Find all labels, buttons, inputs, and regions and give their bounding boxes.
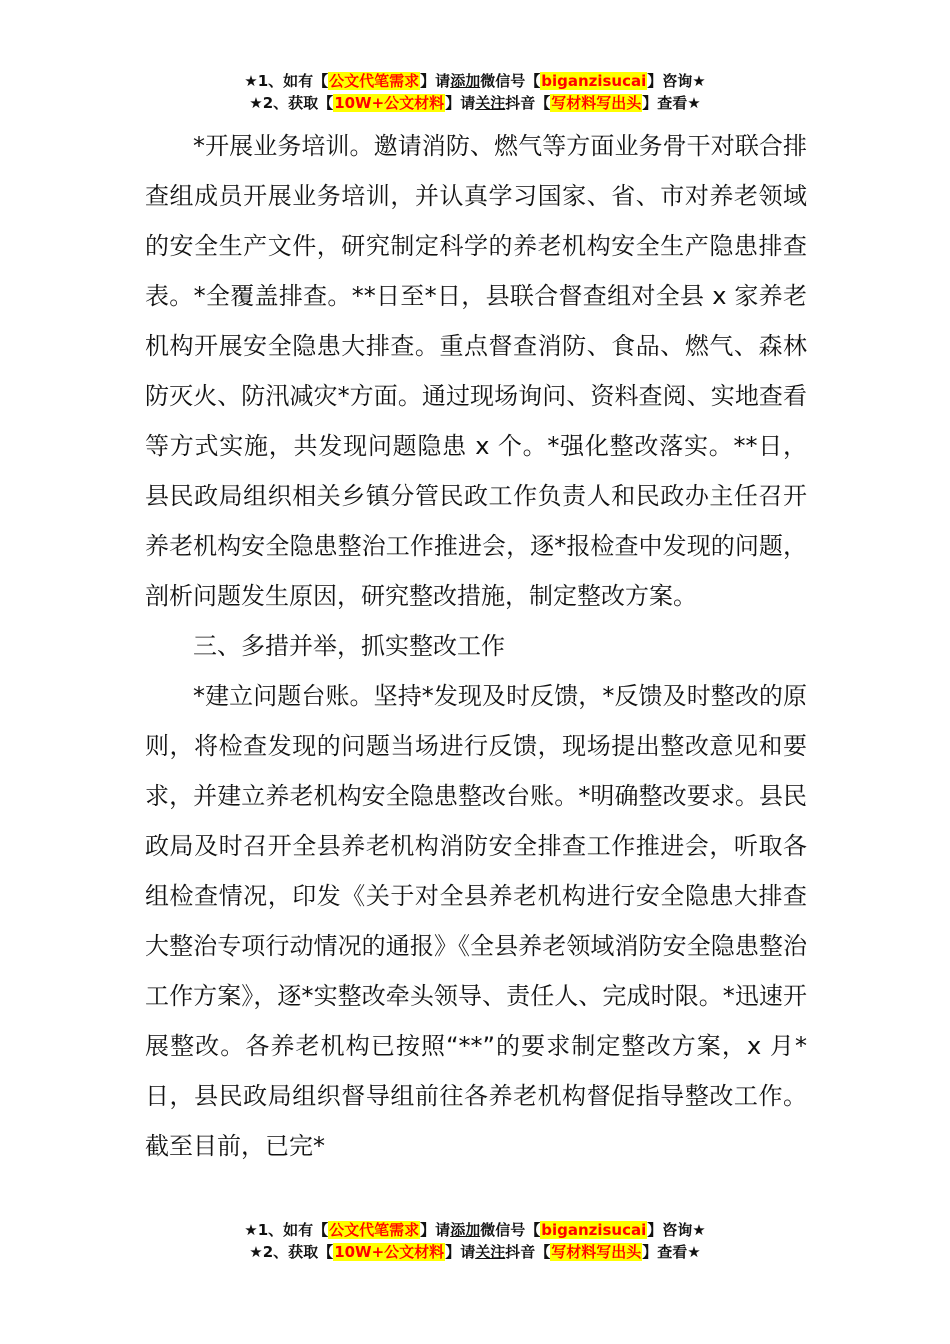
underlined-text: 添加: [450, 72, 481, 90]
highlight-wechat-id: biganzisucai: [541, 72, 647, 90]
highlight-service: 公文代笔需求: [329, 72, 420, 90]
highlight-wechat-id: biganzisucai: [541, 1221, 647, 1239]
section-heading: 三、多措并举，抓实整改工作: [193, 632, 505, 660]
highlight-douyin-account: 写材料写出头: [551, 1243, 642, 1261]
banner-text: 抖音【: [505, 94, 551, 112]
underlined-text: 关注: [475, 1243, 506, 1261]
banner-text: 】查看★: [642, 94, 701, 112]
banner-text: ★2、获取【: [249, 94, 334, 112]
highlight-materials: 10W+公文材料: [334, 94, 445, 112]
banner-text: 微信号【: [480, 1221, 541, 1239]
highlight-materials: 10W+公文材料: [334, 1243, 445, 1261]
highlight-douyin-account: 写材料写出头: [551, 94, 642, 112]
body-paragraph: *开展业务培训。邀请消防、燃气等方面业务骨干对联合排查组成员开展业务培训，并认真学习国家、省、市对养老领域的安全生产文件，研究制定科学的养老机构安全生产隐患排查表。*全覆盖排查。**日至*日，县联合督查组对全县 x 家养老机构开展安全隐患大排查。重点督查消防、食品、燃气、森林防灭火、防汛减灾*方面。通过现场询问、资料查阅、实地查看等方式实施，共发现问题隐患 x 个。*强化整改落实。**日，县民政局组织相关乡镇分管民政工作负责人和民政办主任召开养老机构安全隐患整治工作推进会，逐*报检查中发现的问题，剖析问题发生原因，研究整改措施，制定整改方案。: [145, 132, 807, 610]
highlight-service: 公文代笔需求: [329, 1221, 420, 1239]
banner-text: 】咨询★: [647, 72, 706, 90]
banner-line-1: [0, 70, 950, 92]
banner-text: 微信号【: [480, 72, 541, 90]
banner-text: ★2、获取【: [249, 1243, 334, 1261]
banner-text: 】请: [445, 1243, 476, 1261]
banner-text: ★1、如有【: [244, 72, 329, 90]
banner-line-2: [0, 92, 950, 114]
banner-text: 】请: [420, 72, 451, 90]
banner-text: 】请: [445, 94, 476, 112]
banner-line-1: [0, 1219, 950, 1241]
banner-line-2: [0, 1241, 950, 1263]
footer-banner: [0, 1219, 950, 1263]
banner-text: 】查看★: [642, 1243, 701, 1261]
banner-text: ★1、如有【: [244, 1221, 329, 1239]
underlined-text: 添加: [450, 1221, 481, 1239]
banner-text: 抖音【: [505, 1243, 551, 1261]
document-body: [145, 121, 807, 1171]
header-banner: [0, 70, 950, 114]
underlined-text: 关注: [475, 94, 506, 112]
banner-text: 】咨询★: [647, 1221, 706, 1239]
banner-text: 】请: [420, 1221, 451, 1239]
body-paragraph: *建立问题台账。坚持*发现及时反馈，*反馈及时整改的原则，将检查发现的问题当场进行反馈，现场提出整改意见和要求，并建立养老机构安全隐患整改台账。*明确整改要求。县民政局及时召开全县养老机构消防安全排查工作推进会，听取各组检查情况，印发《关于对全县养老机构进行安全隐患大排查大整治专项行动情况的通报》《全县养老领域消防安全隐患整治工作方案》，逐*实整改牵头领导、责任人、完成时限。*迅速开展整改。各养老机构已按照“**”的要求制定整改方案，x 月*日，县民政局组织督导组前往各养老机构督促指导整改工作。截至目前，已完*: [145, 682, 807, 1160]
